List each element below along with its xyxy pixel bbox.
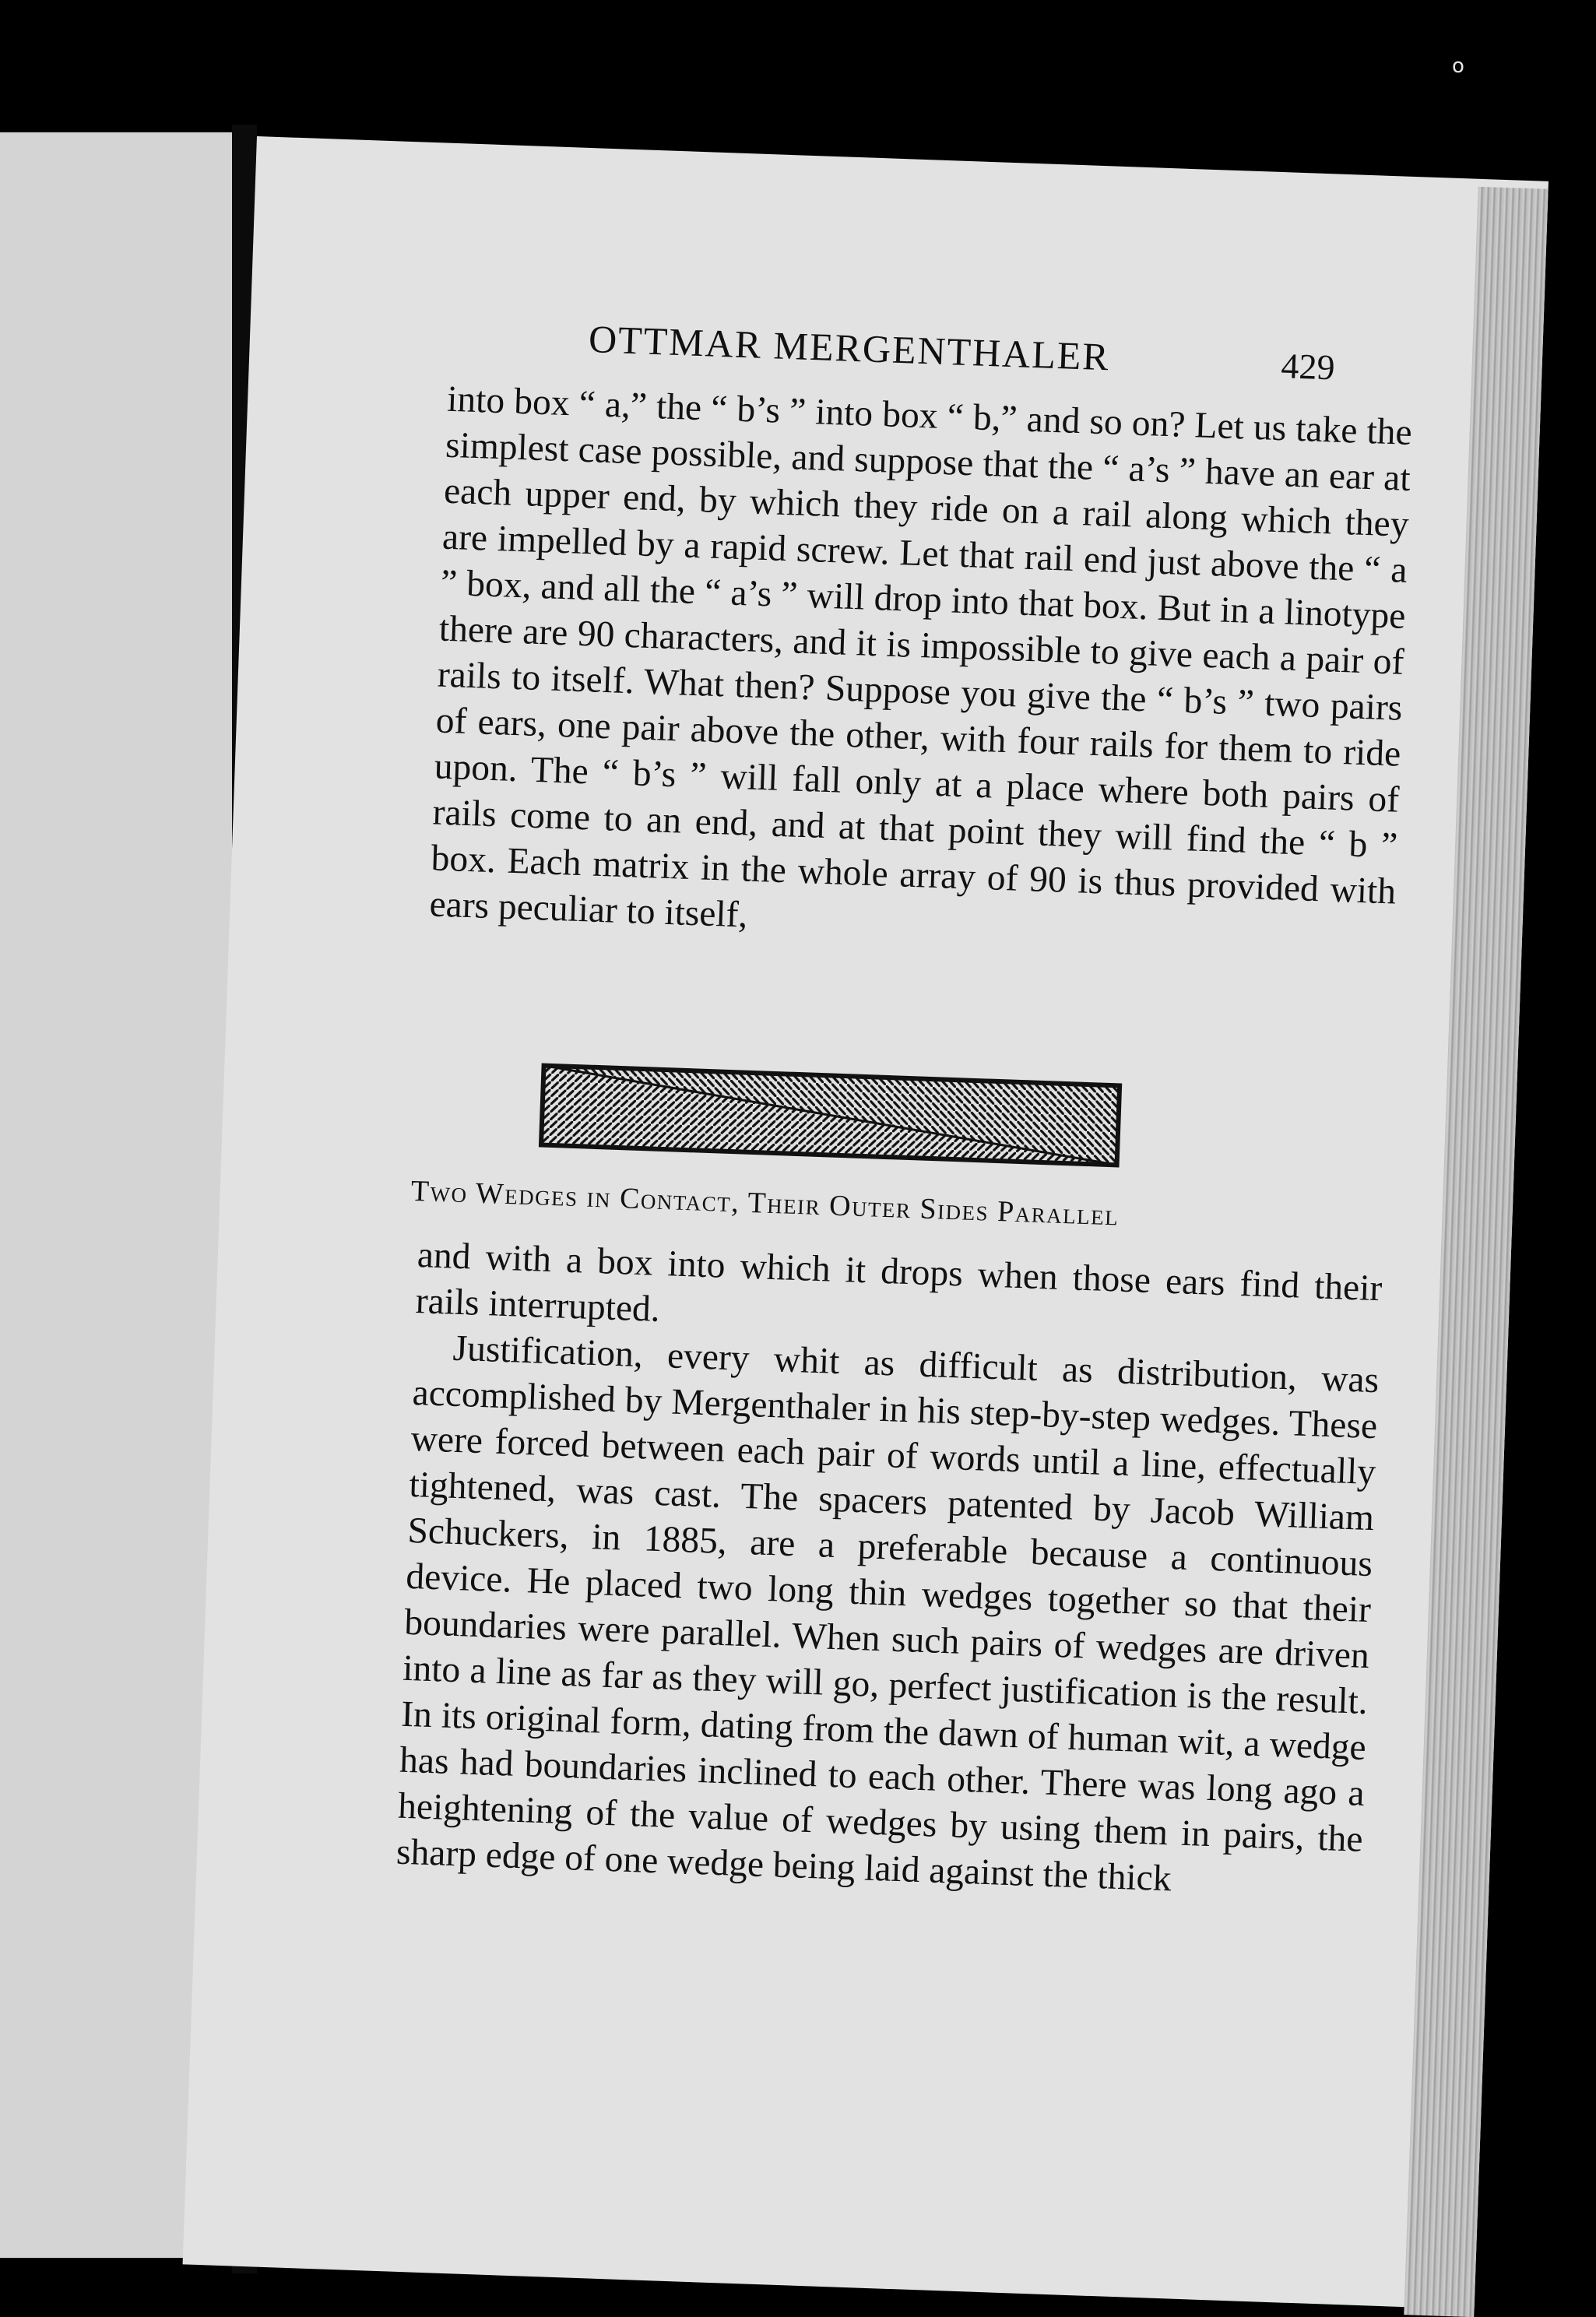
page-number: 429 — [1280, 346, 1336, 388]
paragraph-continuation: and with a box into which it drops when those ears find their rails interrupted. — [415, 1235, 1383, 1330]
figure-caption: Two Wedges in Contact, Their Outer Sides Parallel — [410, 1174, 1120, 1232]
wedges-illustration — [533, 1057, 1128, 1171]
page-edges — [1404, 187, 1548, 2317]
text-block-top — [429, 377, 1413, 962]
paragraph-top: into box “ a,” the “ b’s ” into box “ b,” and so on? Let us take the simplest case possible, and suppose that the “ a’s ” have an ear at each upper end, by which they ride on a rail along which they are impelled by a rapid screw. Let that rail end just above the “ a ” box, and all the “ a’s ” will drop into that box. But in a linotype there are 90 characters, and it is impossible to give each a pair of rails to itself. What then? Suppose you give the “ b’s ” two pairs of ears, one pair above the other, with four rails for them to ride upon. The “ b’s ” will fall only at a place where both pairs of rails come to an end, and at that point they will find the “ b ” box. Each matrix in the whole array of 90 is thus provided with ears peculiar to itself, — [428, 378, 1413, 936]
text-block-bottom — [395, 1232, 1383, 1909]
paragraph-justification: Justification, every whit as difficult as distribution, was accomplished by Mergenthaler in his step-by-step wedges. These were forced between each pair of words until a line, effectually tightened, was cast. The spacers patented by Jacob William Schuckers, in 1885, are a preferable because a continuous device. He placed two long thin wedges together so that their boundaries were parallel. When such pairs of wedges are driven into a line as far as they will go, perfect justification is the result. In its original form, dating from the dawn of human wit, a wedge has had boundaries inclined to each other. There was long ago a heightening of the value of wedges by using them in pairs, the sharp edge of one wedge being laid against the thick — [395, 1327, 1380, 1900]
running-head: OTTMAR MERGENTHALER — [588, 317, 1111, 379]
page-header — [249, 304, 1527, 403]
wedges-figure — [533, 1057, 1128, 1171]
right-page — [183, 136, 1549, 2309]
corner-mark: o — [1452, 54, 1464, 78]
